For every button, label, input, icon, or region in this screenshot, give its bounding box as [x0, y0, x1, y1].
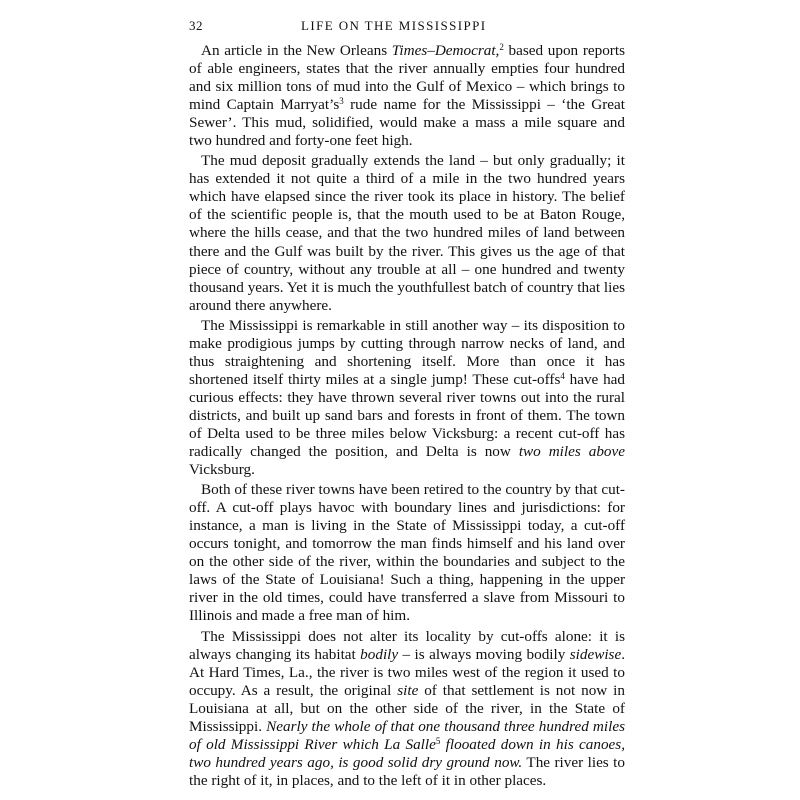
- text-run: have had curious effects: they have thrown several river towns out into the rural districts, and built up sand bars and forests in front of them. The town of Delta used to be three miles below Vicksburg: a recent cut-off has radically changed the position, and Delta is now: [189, 370, 625, 461]
- italic-text: site: [397, 681, 419, 699]
- footnote-marker: 4: [560, 370, 565, 381]
- paragraph: [189, 317, 625, 479]
- paragraph: [189, 628, 625, 790]
- footnote-marker: 2: [499, 42, 504, 52]
- text-run: The river lies to the right of it, in places, and to the left of it in other places.: [189, 753, 625, 789]
- italic-text: flooated down in his canoes, two hundred years ago, is good solid dry ground now.: [189, 735, 625, 771]
- footnote-marker: 3: [339, 96, 344, 107]
- italic-text: Times–Democrat,: [391, 42, 500, 59]
- body-text: [189, 42, 625, 790]
- paragraph: [189, 152, 625, 314]
- page-number: 32: [189, 18, 203, 33]
- page-header: [189, 18, 625, 42]
- text-run: – is always moving bodily: [398, 645, 570, 663]
- book-page: [189, 18, 625, 790]
- italic-text: two miles above: [518, 443, 625, 461]
- text-run: Vicksburg.: [189, 461, 255, 479]
- italic-text: sidewise: [569, 645, 622, 663]
- paragraph: [189, 481, 625, 625]
- text-run: based upon reports of able engineers, states that the river annually empties four hundred and six million tons of mud into the Gulf of Mexico – which brings to mind Captain Marryat’s: [189, 42, 625, 114]
- text-run: The Mississippi does not alter its locality by cut-offs alone: it is always changing its habitat: [189, 627, 625, 663]
- text-run: of that settlement is not now in Louisiana at all, but on the other side of the river, in the State of Mississippi.: [189, 681, 625, 735]
- running-title: LIFE ON THE MISSISSIPPI: [301, 18, 487, 33]
- text-run: . At Hard Times, La., the river is two miles west of the region it used to occupy. As a result, the original: [189, 645, 625, 699]
- italic-text: Nearly the whole of that one thousand three hundred miles of old Mississippi River which La Salle: [189, 717, 625, 753]
- paragraph: [189, 42, 625, 150]
- text-run: An article in the New Orleans: [201, 42, 392, 59]
- text-run: Both of these river towns have been retired to the country by that cut-off. A cut-off plays havoc with boundary lines and jurisdictions: for instance, a man is living in the State of Mississippi today, a cut-off occurs tonight, and tomorrow the man finds himself and his land over on the other side of the river, within the boundaries and subject to the laws of the State of Louisiana! Such a thing, happening in the upper river in the old times, could have transferred a slave from Missouri to Illinois and made a free man of him.: [189, 481, 625, 625]
- text-run: The mud deposit gradually extends the land – but only gradually; it has extended it not quite a third of a mile in the two hundred years which have elapsed since the river took its place in history. The belief of the scientific people is, that the mouth used to be at Baton Rouge, where the hills cease, and that the two hundred miles of land between there and the Gulf was built by the river. This gives us the age of that piece of country, without any trouble at all – one hundred and twenty thousand years. Yet it is much the youthfullest batch of country that lies around there anywhere.: [189, 152, 625, 314]
- italic-text: bodily: [360, 645, 399, 663]
- text-run: rude name for the Mississippi – ‘the Great Sewer’. This mud, solidified, would make a mass a mile square and two hundred and forty-one feet high.: [189, 96, 625, 150]
- text-run: The Mississippi is remarkable in still another way – its disposition to make prodigious jumps by cutting through narrow necks of land, and thus straightening and shortening itself. More than once it has shortened itself thirty miles at a single jump! These cut-offs: [189, 316, 625, 388]
- footnote-marker: 5: [435, 735, 441, 746]
